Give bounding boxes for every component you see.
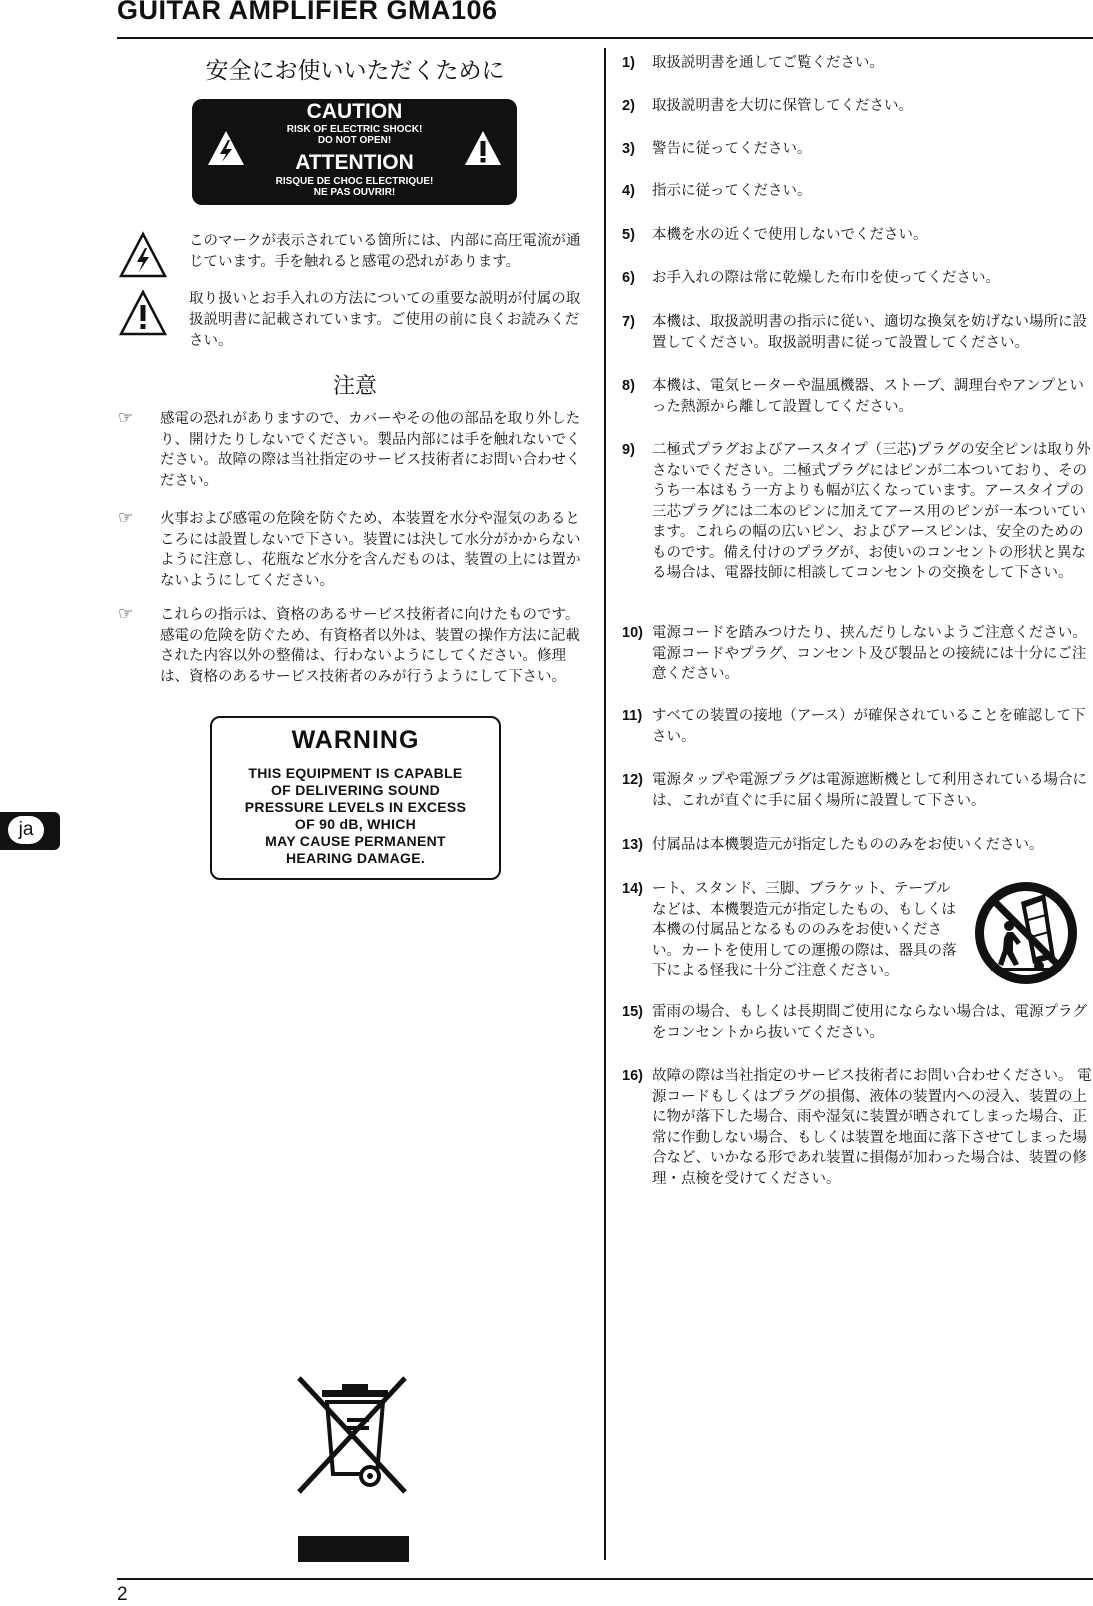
item-text: 二極式プラグおよびアースタイプ（三芯)プラグの安全ピンは取り外さないでください。二極式プラグにはピンが二本ついており、そのうち一本はもう一方よりも幅が広くなっています。アースタイプの三芯プラグには二本のピンに加えてアース用のピンが一本ついています。これらの幅の広いピン、およびアースピンは、安全のためのものです。備え付けのプラグが、お使いのコンセントの形状と異なる場合は、電器技師に相談してコンセントの交換をして下さい。	[652, 442, 1091, 581]
item-text: 警告に従ってください。	[652, 141, 812, 157]
item-text: ート、スタンド、三脚、ブラケット、テーブルなどは、本機製造元が指定したもの、もしくは本機の付属品となるもののみをお使いください。カートを使用しての運搬の際は、器具の落下による怪我に十分ご注意ください。	[652, 881, 957, 979]
item-number: 7)	[622, 314, 635, 330]
exclamation-symbol-explanation	[118, 289, 593, 352]
item-text: 本機は、電気ヒーターや温風機器、ストーブ、調理台やアンプといった熱源から離して設置してください。	[652, 378, 1084, 415]
item-number: 11)	[622, 708, 643, 724]
item-text: 電源タップや電源プラグは電源遮断機として利用されている場合には、これが直ぐに手に届く場所に設置して下さい。	[652, 772, 1087, 809]
pointing-hand-icon: ☞	[118, 508, 134, 528]
safety-item	[622, 376, 1092, 417]
item-text: 付属品は本機製造元が指定したもののみをお使いください。	[652, 837, 1044, 853]
pointing-hand-icon: ☞	[118, 408, 134, 428]
item-text: 故障の際は当社指定のサービス技術者にお問い合わせください。 電源コードもしくはプラグの損傷、液体の装置内への浸入、装置の上に物が落下した場合、雨や湿気に装置が晒されてしまった場合、正常に作動しない場合、もしくは装置を地面に落下させてしまった場合など、いかなる形であれ装置に損傷が加わった場合は、装置の修理・点検を受けてください。	[652, 1068, 1092, 1187]
caution-note-text: 感電の恐れがありますので、カバーやその他の部品を取り外したり、開けたりしないでください。製品内部には手を触れないでください。故障の際は当社指定のサービス技術者にお問い合わせください。	[160, 411, 581, 489]
item-number: 8)	[622, 378, 635, 394]
item-number: 10)	[622, 625, 643, 641]
caution-label	[192, 99, 517, 205]
lightning-warning-icon	[118, 231, 168, 279]
warning-line: MAY CAUSE PERMANENT	[265, 833, 446, 849]
attention-line-2: NE PAS OUVRIR!	[313, 187, 396, 198]
notes-heading: 注意	[332, 374, 377, 399]
item-number: 4)	[622, 183, 635, 199]
safety-item	[622, 706, 1092, 747]
safety-heading: 安全にお使いいただくために	[205, 58, 505, 84]
header-rule	[117, 37, 1093, 39]
attention-line-1: RISQUE DE CHOC ELECTRIQUE!	[275, 176, 434, 187]
warning-label	[210, 716, 501, 880]
item-number: 13)	[622, 837, 643, 853]
safety-item	[622, 312, 1092, 353]
item-number: 14)	[622, 881, 643, 897]
exclamation-symbol-text: 取り扱いとお手入れの方法についての重要な説明が付属の取扱説明書に記載されています。ご使用の前に良くお読みください。	[189, 291, 581, 349]
safety-item	[622, 440, 1092, 584]
safety-item	[622, 96, 1092, 117]
item-text: すべての装置の接地（アース）が確保されていることを確認して下さい。	[652, 708, 1086, 745]
safety-item	[622, 835, 1092, 856]
item-number: 3)	[622, 141, 635, 157]
warning-line: OF 90 dB, WHICH	[294, 816, 417, 832]
safety-item	[622, 53, 1092, 74]
item-number: 15)	[622, 1004, 643, 1020]
warning-title: WARNING	[291, 726, 420, 754]
lightning-symbol-explanation	[118, 231, 593, 273]
page-number: 2	[117, 1584, 128, 1605]
exclamation-warning-icon	[118, 289, 168, 337]
cart-tip-over-icon	[973, 880, 1079, 986]
item-text: 指示に従ってください。	[652, 183, 812, 199]
pointing-hand-icon: ☞	[118, 604, 134, 624]
item-number: 5)	[622, 227, 635, 243]
warning-line: HEARING DAMAGE.	[285, 850, 426, 866]
safety-item	[622, 1002, 1092, 1043]
language-tab-label: ja	[8, 816, 44, 844]
safety-item	[622, 225, 1092, 246]
safety-item	[622, 268, 1092, 289]
item-text: 本機は、取扱説明書の指示に従い、適切な換気を妨げない場所に設置してください。取扱説明書に従って設置してください。	[652, 314, 1087, 351]
column-divider	[604, 48, 606, 1560]
caution-note-text: これらの指示は、資格のあるサービス技術者に向けたものです。感電の危険を防ぐため、有資格者以外は、装置の操作方法に記載された内容以外の整備は、行わないようにしてください。修理は、資格のあるサービス技術者のみが行うようにして下さい。	[160, 607, 580, 685]
document-title: GUITAR AMPLIFIER GMA106	[117, 0, 498, 25]
caution-note	[118, 409, 593, 491]
item-text: 取扱説明書を大切に保管してください。	[652, 98, 913, 114]
safety-item	[622, 770, 1092, 811]
item-text: 取扱説明書を通してご覧ください。	[652, 55, 884, 71]
warning-line: PRESSURE LEVELS IN EXCESS	[244, 799, 467, 815]
language-tab	[0, 812, 60, 850]
item-number: 12)	[622, 772, 643, 788]
safety-item	[622, 181, 1092, 202]
caution-title: CAUTION	[306, 100, 403, 123]
safety-item	[622, 139, 1092, 160]
item-text: 電源コードを踏みつけたり、挟んだりしないようご注意ください。電源コードやプラグ、コンセント及び製品との接続には十分にご注意ください。	[652, 625, 1087, 682]
safety-item	[622, 623, 1092, 685]
caution-note	[118, 605, 593, 687]
warning-text	[212, 765, 499, 867]
warning-line: THIS EQUIPMENT IS CAPABLE	[248, 765, 463, 781]
lightning-symbol-text: このマークが表示されている箇所には、内部に高圧電流が通じています。手を触れると感電の恐れがあります。	[189, 233, 581, 270]
warning-line: OF DELIVERING SOUND	[270, 782, 441, 798]
footer-rule	[117, 1578, 1093, 1580]
item-number: 9)	[622, 442, 635, 458]
safety-item	[622, 1066, 1092, 1189]
item-text: 雷雨の場合、もしくは長期間ご使用にならない場合は、電源プラグをコンセントから抜いてください。	[652, 1004, 1087, 1041]
crossed-out-bin-icon	[295, 1374, 413, 1564]
item-number: 16)	[622, 1068, 643, 1084]
item-text: お手入れの際は常に乾燥した布巾を使ってください。	[652, 270, 1000, 286]
item-text: 本機を水の近くで使用しないでください。	[652, 227, 928, 243]
caution-note-text: 火事および感電の危険を防ぐため、本装置を水分や湿気のあるところには設置しないで下さい。装置には決して水分がかからないように注意し、花瓶など水分を含んだものは、装置の上には置かないようにしてください。	[160, 511, 581, 589]
caution-note	[118, 509, 593, 591]
item-number: 1)	[622, 55, 635, 71]
caution-line-2: DO NOT OPEN!	[317, 135, 392, 146]
attention-title: ATTENTION	[295, 151, 414, 174]
caution-line-1: RISK OF ELECTRIC SHOCK!	[286, 124, 423, 135]
item-number: 6)	[622, 270, 635, 286]
item-number: 2)	[622, 98, 635, 114]
